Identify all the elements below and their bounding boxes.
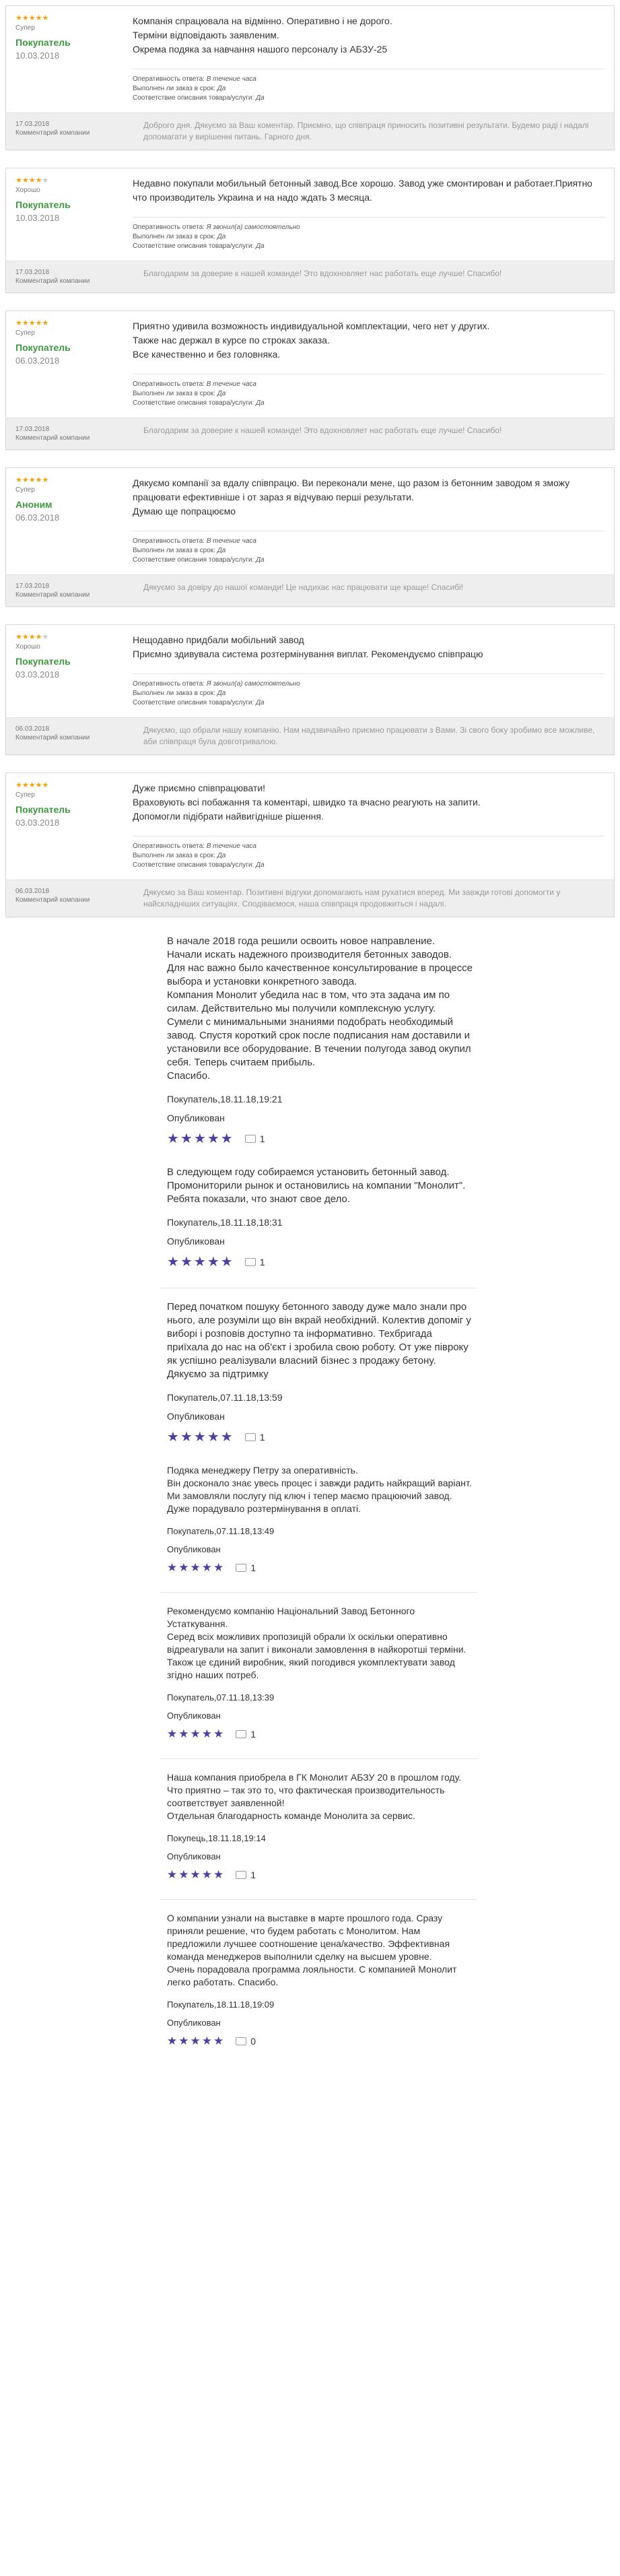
company-reply-text: Дякуємо за довіру до нашої команди! Це надихає нас працювати ще краще! Спасибі! <box>143 583 464 592</box>
plain-review <box>167 1300 473 1445</box>
rating-level: Супер <box>15 486 35 494</box>
star-icon: ★ <box>22 176 29 185</box>
review-property-value: Да <box>256 699 265 706</box>
review-text-line: Дякуємо компанії за вдалу співпрацю. Ви переконали мене, що разом із бетонним заводом я зможу працювати ефективніше і от зараз я відчуваю перші результати. <box>133 477 570 502</box>
comments-link[interactable] <box>245 1257 265 1267</box>
star-rating <box>167 2035 225 2048</box>
star-icon: ★ <box>15 176 22 185</box>
company-reply <box>6 112 614 150</box>
star-icon: ★ <box>201 1561 213 1574</box>
comment-count: 1 <box>250 1870 256 1880</box>
comment-icon <box>236 1730 246 1738</box>
review-property: Соответствие описания товара/услуги: Да <box>133 861 265 869</box>
company-reply-label: Комментарий компании <box>15 277 90 285</box>
star-icon: ★ <box>15 476 22 484</box>
comment-icon <box>245 1433 256 1441</box>
review-property-value: В течение часа <box>206 843 256 850</box>
review-date: 10.03.2018 <box>15 51 60 61</box>
review-body <box>130 319 605 408</box>
review-property-value: Да <box>217 852 226 859</box>
plain-review-text: О компании узнали на выставке в марте прошлого года. Сразу приняли решение, что будем работать с Монолитом. Нам предложили лучшее соотношение цена/качество. Эффективная команда менеджеров выполнили сделку на высшем уровне. Очень порадовала программа лояльности. С компанией Монолит легко работать. Спасибо. <box>167 1913 457 1987</box>
star-icon: ★ <box>42 14 49 22</box>
review-author: Покупатель <box>15 804 71 815</box>
review-property: Оперативность ответа: В течение часа <box>133 75 256 83</box>
review-text-line: Думаю ще попрацюємо <box>133 506 236 517</box>
review-property: Выполнен ли заказ в срок: Да <box>133 390 226 397</box>
comment-count: 1 <box>250 1562 256 1573</box>
star-icon: ★ <box>22 476 29 484</box>
company-reply-date: 06.03.2018 <box>15 725 50 733</box>
review-text-line: Враховують всі побажання та коментарі, швидко та вчасно реагують на запити. <box>133 797 481 807</box>
review-property: Соответствие описания товара/услуги: Да <box>133 699 265 706</box>
star-icon: ★ <box>22 319 29 327</box>
plain-review <box>167 1166 473 1270</box>
star-icon: ★ <box>201 1727 213 1740</box>
review-text-line: Дуже приємно співпрацювати! <box>133 783 266 793</box>
review-property-value: Да <box>217 547 226 554</box>
review-date: 03.03.2018 <box>15 818 60 828</box>
review-card <box>5 467 615 607</box>
review-property-value: Да <box>217 85 226 92</box>
plain-review <box>167 1912 473 2048</box>
star-icon: ★ <box>35 781 42 789</box>
review-text-line: Окрема подяка за навчання нашого персоналу із АБЗУ-25 <box>133 44 388 55</box>
plain-review <box>167 1771 473 1882</box>
star-icon: ★ <box>42 476 49 484</box>
company-reply <box>6 717 614 754</box>
star-icon: ★ <box>167 1131 180 1146</box>
plain-review-text: Перед початком пошуку бетонного заводу дуже мало знали про нього, але розуміли що він вкрай необхідний. Колектив допоміг у виборі і розповів доступно та інформативно. Техбригада приїхала до нас на об'єкт і зробила свою роботу. От уже півроку як успішно реалізували власний бізнес з продажу бетону. Дякуємо за підтримку <box>167 1301 471 1380</box>
plain-review-author: Покупатель,18.11.18,19:21 <box>167 1094 283 1104</box>
review-property: Соответствие описания товара/услуги: Да <box>133 399 265 407</box>
company-reply-label: Комментарий компании <box>15 734 90 741</box>
company-reply-date: 17.03.2018 <box>15 426 50 433</box>
star-rating <box>15 476 130 484</box>
review-body <box>130 633 605 708</box>
star-rating <box>167 1428 234 1445</box>
review-text <box>133 176 605 205</box>
review-properties <box>133 217 605 251</box>
star-icon: ★ <box>180 1131 194 1146</box>
spacer <box>167 1445 620 1464</box>
review-main <box>6 773 614 880</box>
review-property: Выполнен ли заказ в срок: Да <box>133 547 226 554</box>
review-property: Оперативность ответа: Я звонил(а) самостоятельно <box>133 224 300 231</box>
review-properties <box>133 374 605 408</box>
comments-link[interactable] <box>236 1729 256 1740</box>
company-reply-text: Благодарим за доверие к нашей команде! Это вдохновляет нас работать еще лучше! Спасибо! <box>143 426 502 435</box>
plain-review <box>167 1605 473 1741</box>
review-body <box>130 781 605 870</box>
company-reply-label: Комментарий компании <box>15 896 90 904</box>
plain-review-text: В начале 2018 года решили освоить новое направление. Начали искать надежного производителя бетонных заводов. Для нас важно было качественное консультирование в процессе выбора и установки конкретного завода. Компания Монолит убедила нас в том, что эта задача им по силам. Действительно мы получили комплексную услугу. Сумели с минимальными знаниями подобрать необходимый завод. Спустя короткий срок после подписания нам доставили и установили все оборудование. В течении полугода завод окупил себя. Теперь считаем прибыль. Спасибо. <box>167 935 473 1082</box>
star-icon: ★ <box>201 2035 213 2047</box>
plain-review-status: Опубликован <box>167 1113 225 1123</box>
review-text <box>133 319 605 362</box>
review-text-line: Приятно удивила возможность индивидуальной комплектации, чего нет у других. <box>133 321 490 331</box>
star-rating <box>167 1253 234 1270</box>
review-property-value: Я звонил(а) самостоятельно <box>206 224 300 231</box>
comment-icon <box>236 2037 246 2045</box>
plain-review-status: Опубликован <box>167 1411 225 1422</box>
divider <box>160 1758 477 1759</box>
plain-review-author: Покупатель,07.11.18,13:39 <box>167 1692 275 1703</box>
rating-level: Хорошо <box>15 643 40 651</box>
rating-level: Супер <box>15 24 35 32</box>
star-icon: ★ <box>190 2035 202 2047</box>
plain-review-status: Опубликован <box>167 1236 225 1247</box>
plain-review-rating <box>167 1561 473 1575</box>
review-card <box>5 772 615 917</box>
review-card <box>5 624 615 755</box>
review-properties <box>133 836 605 870</box>
review-property-value: Да <box>217 390 226 397</box>
review-property-value: Я звонил(а) самостоятельно <box>206 680 300 688</box>
company-reply-meta <box>15 120 143 143</box>
star-icon: ★ <box>15 14 22 22</box>
review-meta <box>15 781 130 870</box>
star-icon: ★ <box>213 1868 226 1881</box>
star-icon: ★ <box>207 1255 221 1269</box>
star-icon: ★ <box>28 176 36 185</box>
star-icon: ★ <box>207 1131 221 1146</box>
star-icon: ★ <box>167 2035 179 2047</box>
company-reply-meta <box>15 887 143 910</box>
star-rating <box>15 176 130 185</box>
plain-review-status: Опубликован <box>167 1544 221 1554</box>
star-icon: ★ <box>35 633 42 641</box>
review-text-line: Недавно покупали мобильный бетонный завод.Все хорошо. Завод уже смонтирован и работает.Приятно что производитель Украина и на надо ждать 3 месяца. <box>133 178 592 203</box>
star-icon: ★ <box>28 476 36 484</box>
star-icon: ★ <box>28 781 36 789</box>
plain-review-text: Рекомендуємо компанію Національний Завод Бетонного Устаткування. Серед всіх можливих пропозицій обрали їх оскільки оперативно відреагували на запит і виконали замовлення в найкоротші терміни. Також це єдиний виробник, який погодився укомплектувати завод згідно наших потреб. <box>167 1606 467 1680</box>
review-meta <box>15 476 130 565</box>
company-reply-text: Доброго дня. Дякуємо за Ваш коментар. Приємно, що співпраця приносить позитивні результати. Будемо раді і надалі допомагати у вирішенні питань. Гарного дня. <box>143 121 589 141</box>
review-meta <box>15 14 130 103</box>
comment-icon <box>245 1258 256 1266</box>
star-icon: ★ <box>201 1868 213 1881</box>
star-rating <box>15 14 130 22</box>
company-reply-label: Комментарий компании <box>15 434 90 442</box>
comments-link[interactable] <box>236 1562 256 1573</box>
comments-link[interactable] <box>236 1870 256 1880</box>
star-icon: ★ <box>180 1255 194 1269</box>
star-icon: ★ <box>35 319 42 327</box>
plain-reviews-list <box>0 935 620 2048</box>
review-property-value: Да <box>256 556 265 564</box>
review-text-line: Компанія спрацювала на відмінно. Оперативно і не дорого. <box>133 15 392 26</box>
company-reply <box>6 880 614 917</box>
review-text <box>133 14 605 57</box>
review-properties <box>133 531 605 565</box>
star-icon: ★ <box>167 1561 179 1574</box>
star-icon: ★ <box>28 14 36 22</box>
review-text-line: Допомогли підібрати найвигідніше рішення. <box>133 811 324 822</box>
review-main <box>6 168 614 261</box>
spacer <box>167 1147 620 1166</box>
plain-review-status: Опубликован <box>167 2018 221 2028</box>
review-main <box>6 311 614 418</box>
plain-review-status: Опубликован <box>167 1851 221 1861</box>
plain-review-text: В следующем году собираемся установить бетонный завод. Промониторили рынок и остановились на компании "Монолит". Ребята показали, что знают свое дело. <box>167 1166 466 1205</box>
star-icon: ★ <box>220 1255 234 1269</box>
review-property: Выполнен ли заказ в срок: Да <box>133 690 226 697</box>
comment-count: 1 <box>259 1133 265 1144</box>
review-main <box>6 625 614 717</box>
plain-review-rating <box>167 1428 473 1445</box>
star-icon: ★ <box>167 1727 179 1740</box>
company-reply <box>6 418 614 449</box>
star-icon: ★ <box>207 1430 221 1445</box>
review-property: Оперативность ответа: В течение часа <box>133 843 256 850</box>
plain-review-rating <box>167 1868 473 1882</box>
star-rating <box>15 319 130 327</box>
company-reply <box>6 261 614 292</box>
plain-review <box>167 1464 473 1575</box>
star-icon: ★ <box>178 1561 191 1574</box>
star-icon: ★ <box>180 1430 194 1445</box>
star-icon: ★ <box>167 1255 180 1269</box>
review-properties <box>133 69 605 103</box>
review-text <box>133 781 605 824</box>
company-reply-meta <box>15 725 143 748</box>
review-date: 03.03.2018 <box>15 669 60 680</box>
comment-icon <box>245 1135 256 1143</box>
review-text <box>133 476 605 519</box>
star-icon: ★ <box>22 781 29 789</box>
star-icon: ★ <box>42 319 49 327</box>
divider <box>160 1592 477 1593</box>
review-text <box>133 633 605 661</box>
company-reply-meta <box>15 425 143 442</box>
plain-review-rating <box>167 1253 473 1270</box>
star-icon: ★ <box>15 633 22 641</box>
review-author: Покупатель <box>15 37 71 48</box>
review-main <box>6 6 614 112</box>
review-property: Соответствие описания товара/услуги: Да <box>133 242 265 250</box>
star-icon: ★ <box>213 1727 226 1740</box>
review-property: Соответствие описания товара/услуги: Да <box>133 94 265 102</box>
star-icon: ★ <box>167 1430 180 1445</box>
comment-icon <box>236 1871 246 1879</box>
divider <box>160 1899 477 1900</box>
review-property: Оперативность ответа: Я звонил(а) самостоятельно <box>133 680 300 688</box>
star-icon: ★ <box>193 1430 207 1445</box>
review-date: 10.03.2018 <box>15 213 60 223</box>
review-property-value: Да <box>256 94 265 102</box>
plain-review-author: Покупатель,18.11.18,18:31 <box>167 1217 283 1228</box>
review-body <box>130 14 605 103</box>
review-author: Покупатель <box>15 199 71 210</box>
star-icon: ★ <box>220 1131 234 1146</box>
star-icon: ★ <box>220 1430 234 1445</box>
star-rating <box>15 633 130 641</box>
star-icon: ★ <box>190 1868 202 1881</box>
comment-count: 1 <box>259 1256 265 1267</box>
review-property-value: Да <box>256 242 265 250</box>
star-icon: ★ <box>190 1561 202 1574</box>
star-icon: ★ <box>42 633 49 641</box>
company-reply-date: 06.03.2018 <box>15 888 50 895</box>
plain-review <box>167 935 473 1147</box>
plain-review-author: Покупатель,07.11.18,13:49 <box>167 1526 275 1536</box>
star-icon: ★ <box>167 1868 179 1881</box>
star-icon: ★ <box>28 319 36 327</box>
review-main <box>6 468 614 574</box>
review-meta <box>15 633 130 708</box>
plain-review-author: Покупатель,18.11.18,19:09 <box>167 2000 275 2010</box>
star-icon: ★ <box>213 2035 226 2047</box>
star-icon: ★ <box>190 1727 202 1740</box>
review-property-value: Да <box>256 399 265 407</box>
comment-count: 0 <box>250 2036 256 2047</box>
company-reply-label: Комментарий компании <box>15 129 90 137</box>
review-body <box>130 176 605 251</box>
star-icon: ★ <box>178 2035 191 2047</box>
company-reply <box>6 574 614 606</box>
review-property-value: В течение часа <box>206 75 256 83</box>
star-icon: ★ <box>178 1727 191 1740</box>
review-property: Оперативность ответа: В течение часа <box>133 537 256 545</box>
review-meta <box>15 176 130 251</box>
comments-link[interactable] <box>245 1133 265 1144</box>
review-card <box>5 5 615 150</box>
star-icon: ★ <box>35 476 42 484</box>
star-icon: ★ <box>22 633 29 641</box>
star-icon: ★ <box>193 1131 207 1146</box>
company-reply-date: 17.03.2018 <box>15 269 50 276</box>
comment-count: 1 <box>259 1431 265 1443</box>
review-cards-list <box>0 5 620 917</box>
star-icon: ★ <box>213 1561 226 1574</box>
review-meta <box>15 319 130 408</box>
comments-link[interactable] <box>245 1432 265 1443</box>
star-icon: ★ <box>15 781 22 789</box>
company-reply-meta <box>15 268 143 286</box>
review-author: Аноним <box>15 499 53 510</box>
star-icon: ★ <box>42 781 49 789</box>
star-icon: ★ <box>35 14 42 22</box>
review-property-value: Да <box>256 861 265 869</box>
plain-review-text: Подяка менеджеру Петру за оперативність. Він досконало знає увесь процес і завжди радить найкращий варіант. Ми замовляли послугу під ключ і тепер маємо працюючий завод. Дуже порадувало розтермінування в оплаті. <box>167 1465 472 1514</box>
company-reply-text: Дякуємо за Ваш коментар. Позитивні відгуки допомагають нам рухатися вперед. Ми завжди готові допомогти у найскладніших ситуаціях. Сподіваємося, наша співпраця продовжиться і надалі. <box>143 888 561 909</box>
review-property-value: Да <box>217 233 226 240</box>
review-body <box>130 476 605 565</box>
star-icon: ★ <box>15 319 22 327</box>
plain-review-text: Наша компания приобрела в ГК Монолит АБЗУ 20 в прошлом году. Что приятно – так это то, что фактическая производительность соответствует заявленной! Отдельная благодарность команде Монолита за сервис. <box>167 1772 462 1821</box>
review-property-value: В течение часа <box>206 381 256 388</box>
plain-review-rating <box>167 1727 473 1741</box>
rating-level: Хорошо <box>15 187 40 194</box>
review-author: Покупатель <box>15 656 71 667</box>
star-icon: ★ <box>35 176 42 185</box>
company-reply-text: Дякуємо, що обрали нашу компанію. Нам надзвичайно приємно працювати з Вами. Зі свого боку зробимо все можливе, аби співпраця була довготривалою. <box>143 725 595 746</box>
review-text-line: Нещодавно придбали мобільний завод <box>133 634 304 645</box>
review-text-line: Все качественно и без головняка. <box>133 349 281 360</box>
company-reply-label: Комментарий компании <box>15 591 90 599</box>
company-reply-meta <box>15 582 143 599</box>
rating-level: Супер <box>15 791 35 799</box>
company-reply-text: Благодарим за доверие к нашей команде! Это вдохновляет нас работать еще лучше! Спасибо! <box>143 269 502 278</box>
review-property: Выполнен ли заказ в срок: Да <box>133 85 226 92</box>
review-text-line: Приємно здивувала система розтермінування виплат. Рекомендуємо співпрацю <box>133 649 483 659</box>
star-icon: ★ <box>193 1255 207 1269</box>
plain-review-rating <box>167 1130 473 1147</box>
star-icon: ★ <box>28 633 36 641</box>
rating-level: Супер <box>15 329 35 337</box>
star-rating <box>167 1130 234 1147</box>
review-date: 06.03.2018 <box>15 356 60 366</box>
company-reply-date: 17.03.2018 <box>15 583 50 590</box>
review-date: 06.03.2018 <box>15 513 60 523</box>
plain-review-author: Покупець,18.11.18,19:14 <box>167 1833 266 1843</box>
plain-review-author: Покупатель,07.11.18,13:59 <box>167 1392 283 1403</box>
review-property: Выполнен ли заказ в срок: Да <box>133 852 226 859</box>
review-property: Оперативность ответа: В течение часа <box>133 381 256 388</box>
star-icon: ★ <box>22 14 29 22</box>
plain-review-rating <box>167 2035 473 2048</box>
plain-review-status: Опубликован <box>167 1711 221 1721</box>
star-rating <box>167 1727 225 1741</box>
review-card <box>5 310 615 450</box>
review-property-value: Да <box>217 690 226 697</box>
review-author: Покупатель <box>15 342 71 353</box>
comment-count: 1 <box>250 1729 256 1740</box>
review-text-line: Терміни відповідають заявленим. <box>133 30 279 40</box>
star-icon: ★ <box>178 1868 191 1881</box>
review-property: Выполнен ли заказ в срок: Да <box>133 233 226 240</box>
comment-icon <box>236 1564 246 1572</box>
review-property: Соответствие описания товара/услуги: Да <box>133 556 265 564</box>
star-rating <box>167 1561 225 1575</box>
review-text-line: Также нас держал в курсе по строках заказа. <box>133 335 330 345</box>
star-rating <box>167 1868 225 1882</box>
star-icon: ★ <box>42 176 49 185</box>
review-properties <box>133 673 605 708</box>
star-rating <box>15 781 130 789</box>
review-card <box>5 168 615 293</box>
comments-link[interactable] <box>236 2036 256 2047</box>
company-reply-date: 17.03.2018 <box>15 121 50 128</box>
review-property-value: В течение часа <box>206 537 256 545</box>
